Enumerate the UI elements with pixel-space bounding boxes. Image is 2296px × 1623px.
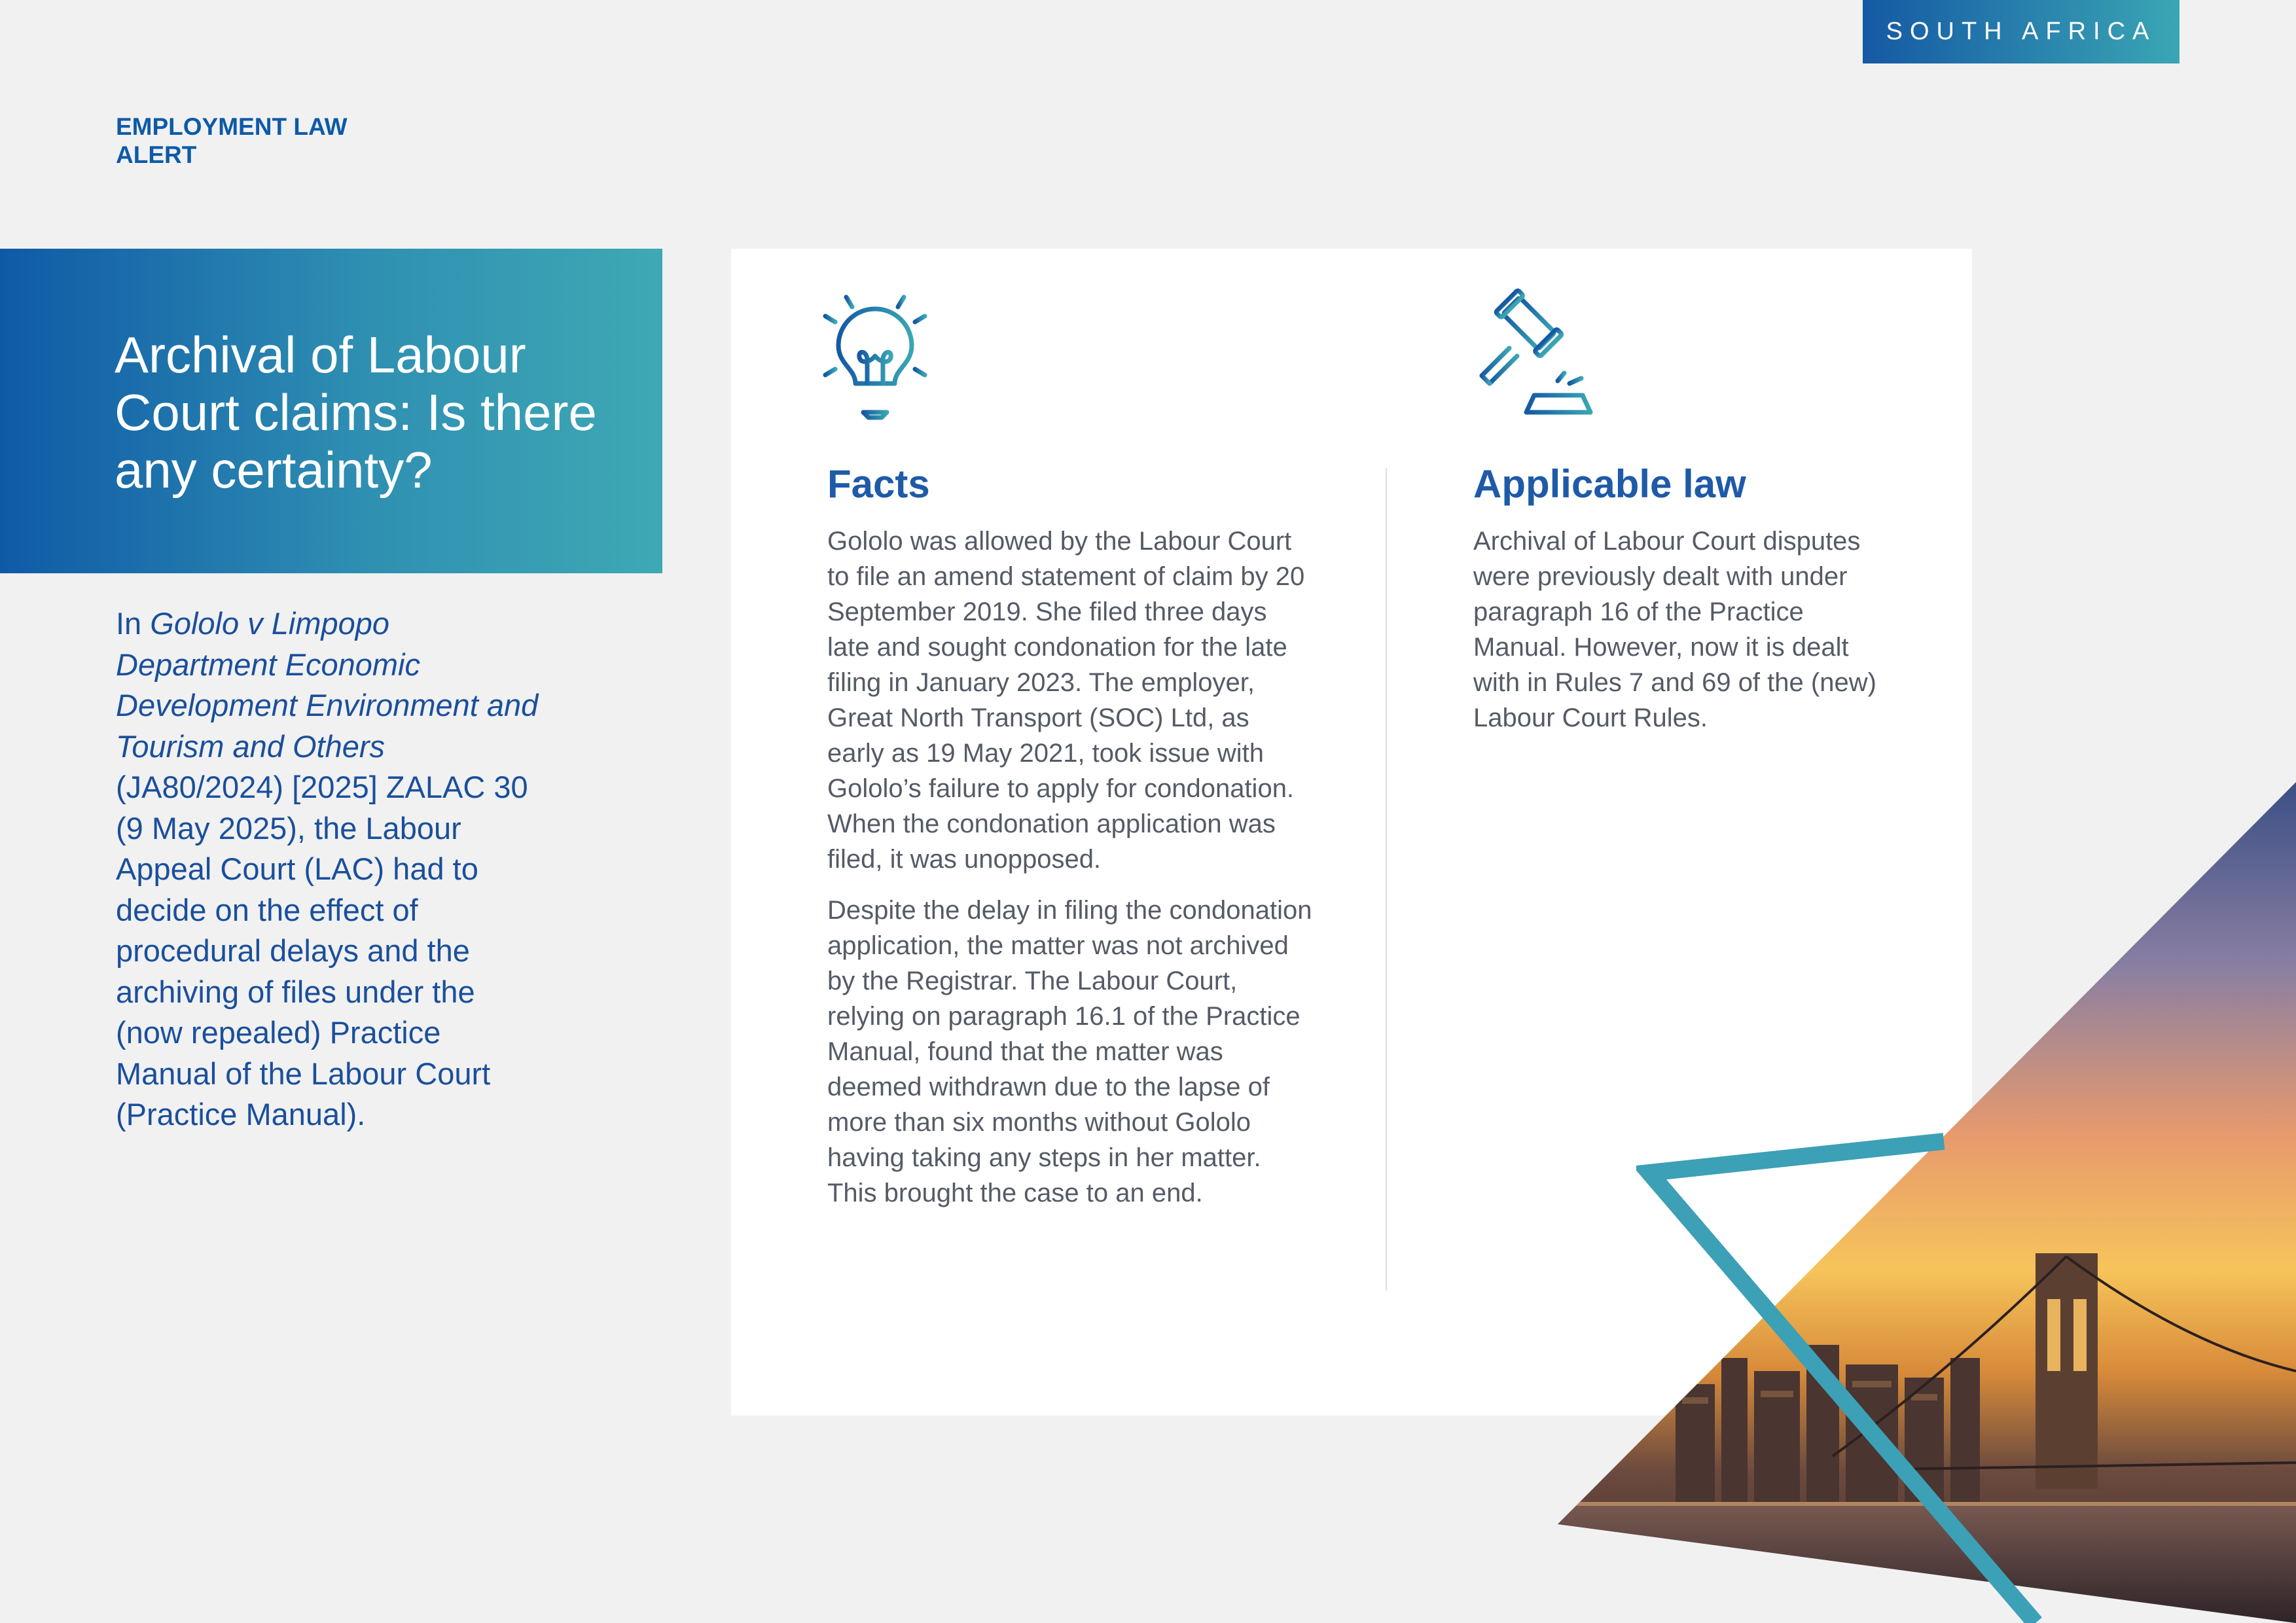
region-tag: SOUTH AFRICA <box>1863 0 2179 63</box>
lightbulb-icon <box>815 287 936 421</box>
column-divider <box>1386 468 1387 1291</box>
intro-case-name: Gololo v Limpopo Department Economic Development Environment and Tourism and Others <box>116 606 539 764</box>
intro-lead: In <box>116 606 151 641</box>
gavel-icon <box>1471 284 1609 421</box>
publication-label-line2: ALERT <box>116 141 197 168</box>
publication-label <box>116 113 391 169</box>
intro-rest: (JA80/2024) [2025] ZALAC 30 (9 May 2025), the Labour Appeal Court (LAC) had to decide on the effect of procedural delays and the archiving of files under the (now repealed) Practice Manual of the Labour Court (Practice Manual). <box>116 770 528 1132</box>
facts-heading: Facts <box>827 462 930 506</box>
facts-body <box>827 524 1313 1226</box>
publication-label-line1: EMPLOYMENT LAW <box>116 113 348 140</box>
title-banner <box>0 249 662 573</box>
applicable-law-paragraph: Archival of Labour Court disputes were previously dealt with under paragraph 16 of the Practice Manual. However, now it is dealt with in Rules 7 and 69 of the (new) Labour Court Rules. <box>1473 527 1876 732</box>
decorative-triangle-outline <box>1636 1132 2173 1623</box>
applicable-law-heading: Applicable law <box>1473 462 1746 506</box>
intro-paragraph <box>116 603 548 1135</box>
facts-paragraph: Despite the delay in filing the condonation application, the matter was not archived by the Registrar. The Labour Court, relying on paragraph 16.1 of the Practice Manual, found that the matter was deemed withdrawn due to the lapse of more than six months without Gololo having taking any steps in her matter. This brought the case to an end. <box>827 896 1312 1207</box>
applicable-law-body <box>1473 524 1886 751</box>
article-title: Archival of Labour Court claims: Is there any certainty? <box>115 326 597 499</box>
facts-paragraph: Gololo was allowed by the Labour Court to file an amend statement of claim by 20 September 2019. She filed three days late and sought condonation for the late filing in January 2023. The employer, Great North Transport (SOC) Ltd, as early as 19 May 2021, took issue with Gololo’s failure to apply for condonation. When the condonation application was filed, it was unopposed. <box>827 527 1305 874</box>
